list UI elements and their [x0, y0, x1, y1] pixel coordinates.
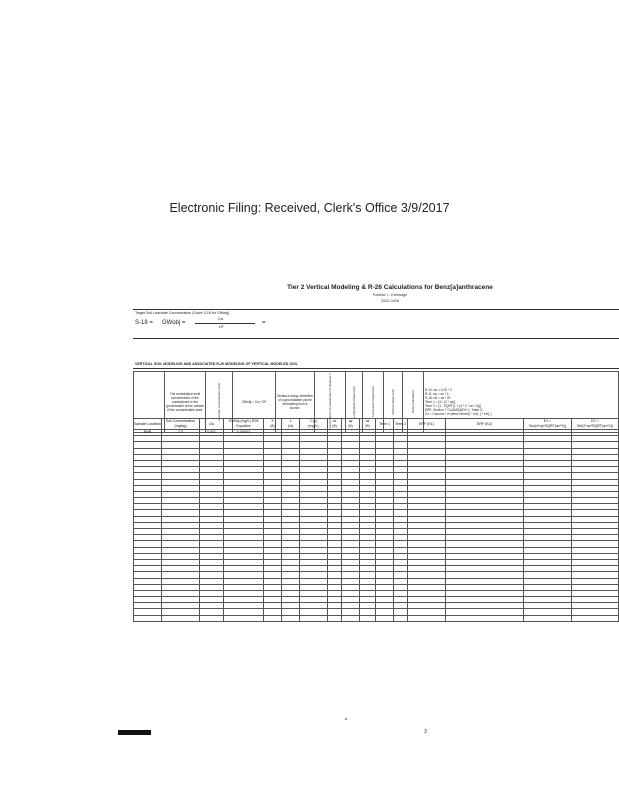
cell-empty [360, 615, 376, 621]
col-cx-unit: (mg/L) [308, 424, 319, 428]
col-erf1: ERF (E1) [408, 419, 446, 430]
col-e2-sub: Sd/(2*αz*SQRT(αx*X)) [576, 424, 614, 428]
header-gwobj: GWobj = Cw / DF [233, 372, 276, 433]
col-ax-label: αx [332, 419, 337, 423]
col-x-unit: (ft) [270, 424, 275, 428]
col-term2: Term 2 [394, 419, 408, 430]
header-leachate-text: Leachate concentration (Cw) [217, 382, 221, 421]
col-lambda-unit: (/d) [287, 424, 294, 428]
cell-empty [408, 615, 446, 621]
col-ax-unit: (ft) [332, 424, 337, 428]
cell-empty [376, 615, 394, 621]
col-az [360, 419, 376, 430]
cell-empty [572, 615, 619, 621]
col-e2 [572, 419, 619, 430]
col-cx [300, 419, 328, 430]
cell-empty [328, 615, 342, 621]
footer-redaction-bar [118, 730, 151, 735]
col-cx-label: C(x) [310, 419, 317, 423]
cell-empty [200, 615, 224, 621]
formula-line: R-11: αy = αx / 3 [425, 392, 449, 397]
formula-line: R-16: αz = αx / 20 [425, 396, 451, 401]
cell-soil: 2.5 [162, 430, 200, 436]
cell-gw: 0.00003 [224, 430, 264, 436]
col-e1-label: E1 = [543, 419, 552, 423]
equation-numerator: Cw [218, 317, 224, 321]
col-lambda-label: λ [289, 419, 292, 423]
col-e2-label: E2 = [591, 419, 599, 423]
formula-line: R-10: αx = 0.10 * X [425, 388, 453, 393]
target-equation-mid: GWobj = [162, 320, 186, 326]
header-concentration-text: Concentration of contaminant at distance X [328, 373, 332, 431]
vertical-section-label: VERTICAL SOIL MODELING AND ASSOCIATED R-26 MODELING OF VERTICAL MODELED SOIL [135, 362, 298, 366]
formula-line: Term 1 = [X / (2 * αx)] [425, 400, 456, 405]
col-x-label: X [271, 419, 274, 423]
col-cw: Cw [200, 419, 224, 430]
col-soil-conc: Soil Concentration (mg/kg) [162, 419, 200, 430]
col-e1 [524, 419, 572, 430]
header-remediation: The remediation level concentration of the contaminant in the groundwater at the outside of the contaminated area. [165, 372, 206, 433]
fraction-bar [195, 323, 255, 324]
formula-line: ERF: Section 7 CLAIMSAIDX C: Table G [425, 408, 483, 413]
document-subtitle-1: Potable I - Dressage [372, 293, 408, 297]
section-rule-vertical [133, 368, 619, 369]
formula-line: Term 2 = [1 - SQRT(1 + (4 * λ * αx / U))] [425, 404, 481, 409]
header-long-disp-text: Longitudinal Dispersivity [352, 385, 356, 418]
col-az-label: αz [365, 419, 370, 423]
cell-empty [264, 615, 282, 621]
header-distance: Distance along centerline of a groundwater plume emanating from a source. [276, 372, 315, 433]
col-erf2: ERF (E2) [446, 419, 524, 430]
equation-equals: = [262, 320, 266, 326]
cell-empty [446, 615, 524, 621]
header-trans-disp-text: Transverse Dispersivity [371, 386, 375, 418]
section-rule-top [133, 309, 619, 310]
cell-empty [134, 615, 162, 621]
col-az-unit: (ft) [365, 424, 370, 428]
cell-cw: 0.001 [200, 430, 224, 436]
col-term1: Term 1 [376, 419, 394, 430]
filing-header: Electronic Filing: Received, Clerk's Office 3/9/2017 [169, 201, 450, 215]
cell-empty [524, 615, 572, 621]
header-vert-disp-text: Vertical Dispersivity [391, 388, 395, 415]
col-ay-unit: (ft) [348, 424, 353, 428]
equation-denominator: DF [219, 325, 224, 329]
col-ay-label: αy [348, 419, 353, 423]
header-ratio-text: Ratio Calculation [411, 390, 415, 414]
scan-speck [345, 718, 347, 720]
col-lambda [282, 419, 300, 430]
target-equation-left: S-18 = [135, 320, 153, 326]
cell-empty [394, 615, 408, 621]
document-subtitle-2: 2002-0426 [380, 299, 400, 303]
col-sample-location: Sample Location [134, 419, 162, 430]
col-gwobj: GWobj (mg/L) R26 Equation [224, 419, 264, 430]
col-e1-sub: Sw/(4*αy*SQRT(αx*X)) [528, 424, 567, 428]
col-x [264, 419, 282, 430]
column-label-row [134, 419, 619, 430]
page-number: 3 [424, 729, 427, 735]
data-table [133, 418, 619, 622]
target-section-label: Target Soil Leachate Concentration (Solve S-18 for GWobj) [135, 311, 230, 315]
cell-empty [342, 615, 360, 621]
cell-location: BHR [134, 430, 162, 436]
col-ax [328, 419, 342, 430]
cell-empty [162, 615, 200, 621]
cell-empty [300, 615, 328, 621]
document-title: Tier 2 Vertical Modeling & R-26 Calculations for Benz[a]anthracene [287, 284, 493, 291]
cell-empty [224, 615, 264, 621]
table-row [134, 615, 619, 621]
formula-line: Cx = Csource * e^(term1*term2) * erf(..) * erf(..) [425, 412, 492, 417]
cell-empty [282, 615, 300, 621]
col-ay [342, 419, 360, 430]
section-rule-bottom [133, 338, 619, 339]
